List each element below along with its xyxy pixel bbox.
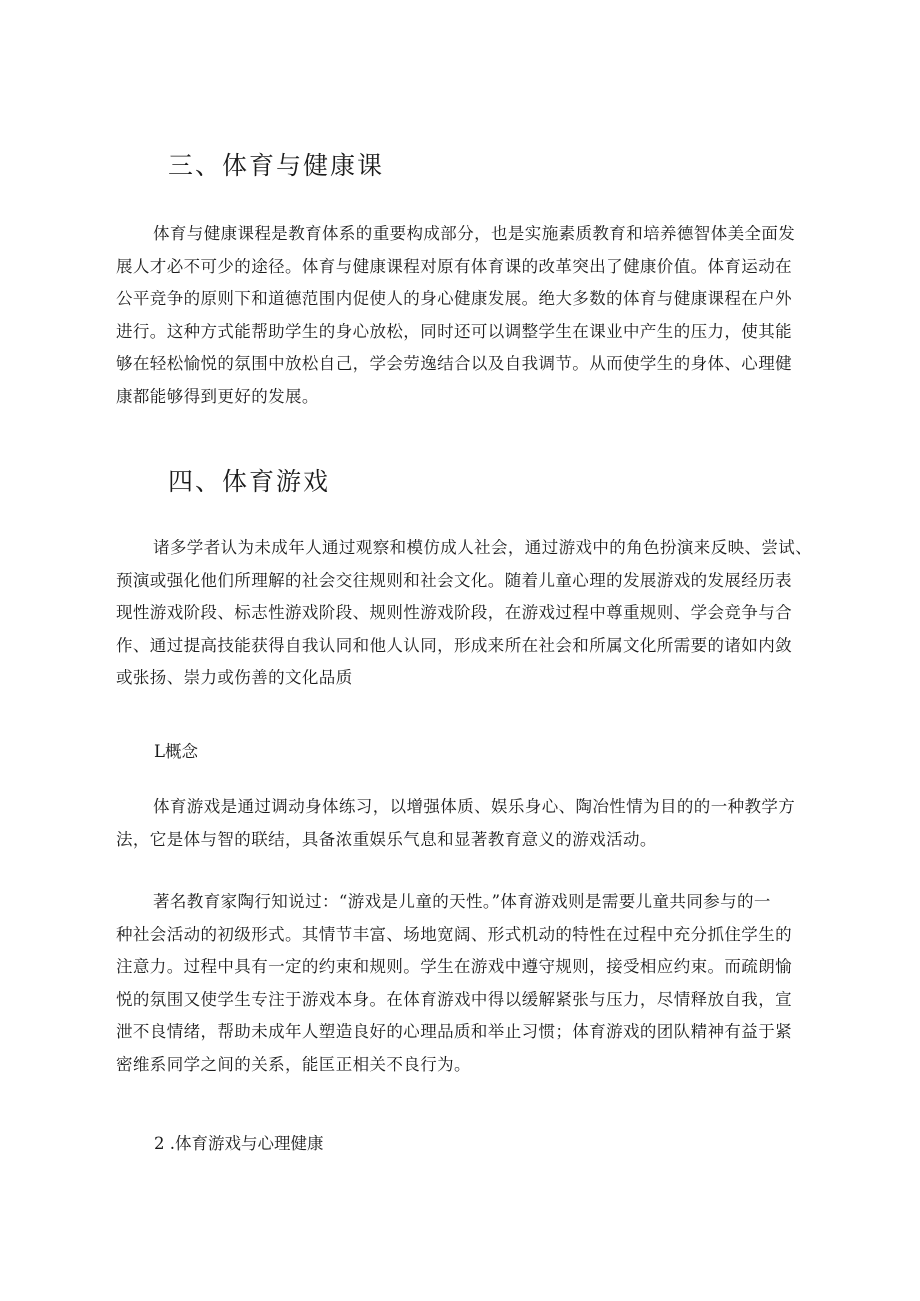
section-4-heading: 四、体育游戏 — [168, 467, 331, 496]
paragraph-line: 体育与健康课程是教育体系的重要构成部分，也是实施素质教育和培养德智体美全面发 — [153, 224, 796, 243]
paragraph-line: 著名教育家陶行知说过：“游戏是儿童的天性。”体育游戏则是需要儿童共同参与的一 — [153, 892, 771, 911]
paragraph-line: 注意力。过程中具有一定的约束和规则。学生在游戏中遵守规则，接受相应约束。而疏朗愉 — [116, 957, 792, 976]
paragraph-line: 种社会活动的初级形式。其情节丰富、场地宽阔、形式机动的特性在过程中充分抓住学生的 — [116, 924, 792, 944]
paragraph-line: 密维系同学之间的关系，能匡正相关不良行为。 — [116, 1054, 471, 1074]
section-3-paragraph — [116, 218, 816, 413]
section-4-paragraph — [116, 532, 816, 695]
paragraph-line: 康都能够得到更好的发展。 — [116, 386, 319, 406]
paragraph-line: 展人才必不可少的途径。体育与健康课程对原有体育课的改革突出了健康价值。体育运动在 — [116, 256, 792, 276]
paragraph-line: 进行。这种方式能帮助学生的身心放松，同时还可以调整学生在课业中产生的压力，使其能 — [116, 321, 792, 341]
paragraph-line: 作、通过提高技能获得自我认同和他人认同，形成来所在社会和所属文化所需要的诸如内敛 — [116, 635, 792, 655]
paragraph-line: 预演或强化他们所理解的社会交往规则和社会文化。随着儿童心理的发展游戏的发展经历表 — [116, 570, 792, 590]
subsection-2-title: 2 .体育游戏与心理健康 — [154, 1134, 324, 1153]
paragraph-line: 或张扬、崇力或伤善的文化品质 — [116, 668, 353, 687]
paragraph-line: 现性游戏阶段、标志性游戏阶段、规则性游戏阶段，在游戏过程中尊重规则、学会竞争与合 — [116, 603, 792, 622]
paragraph-line: 诸多学者认为未成年人通过观察和模仿成人社会，通过游戏中的角色扮演来反映、尝试、 — [153, 538, 813, 557]
paragraph-line: 泄不良情绪，帮助未成年人塑造良好的心理品质和举止习惯；体育游戏的团队精神有益于紧 — [116, 1022, 792, 1041]
paragraph-line: 够在轻松愉悦的氛围中放松自己，学会劳逸结合以及自我调节。从而使学生的身体、心理健 — [116, 354, 792, 373]
paragraph-line: 悦的氛围又使学生专注于游戏本身。在体育游戏中得以缓解紧张与压力，尽情释放自我，宣 — [116, 989, 792, 1009]
section-3-heading: 三、体育与健康课 — [168, 151, 385, 180]
subsection-1-title: L概念 — [154, 742, 198, 761]
concept-paragraph — [116, 791, 816, 856]
tao-xingzhi-paragraph — [116, 886, 816, 1081]
paragraph-line: 公平竞争的原则下和道德范围内促使人的身心健康发展。绝大多数的体育与健康课程在户外 — [116, 289, 792, 308]
paragraph-line: 法，它是体与智的联结，具备浓重娱乐气息和显著教育意义的游戏活动。 — [116, 829, 657, 849]
paragraph-line: 体育游戏是通过调动身体练习，以增强体质、娱乐身心、陶冶性情为目的的一种教学方 — [153, 797, 796, 816]
